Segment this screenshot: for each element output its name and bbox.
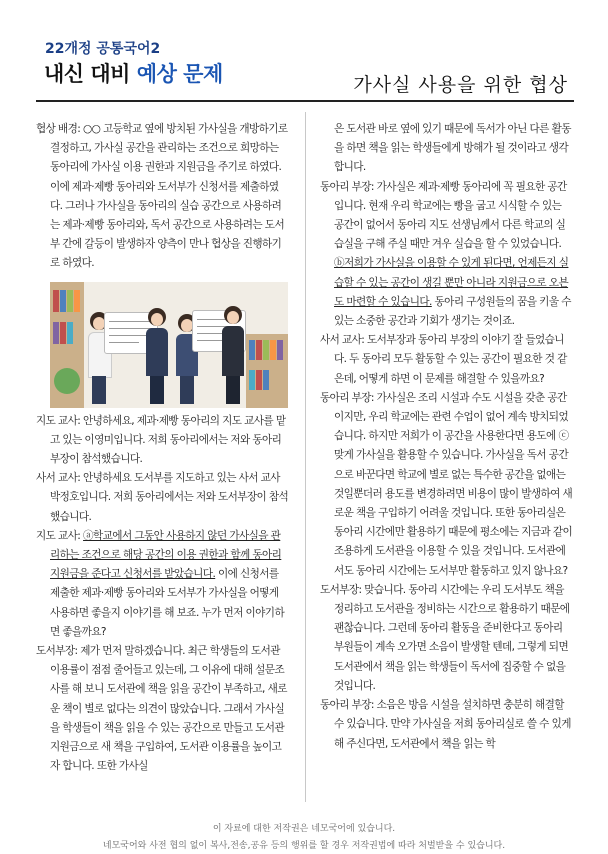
dialogue-librarian-1: 사서 교사: 안녕하세요 도서부를 지도하고 있는 사서 교사 박정호입니다. 저희 동아리에서는 저와 도서부장이 참석했습니다. bbox=[36, 472, 289, 523]
left-column bbox=[36, 120, 289, 776]
advisor-2-lead: 지도 교사: bbox=[36, 529, 84, 542]
underlined-b: ⓑ저희가 가사실을 이용할 수 있게 된다면, 언제든지 실습할 수 있는 공간이 생길 뿐만 아니라 지원금으로 오븐도 마련할 수 있습니다. bbox=[334, 257, 569, 308]
topic-title: 가사실 사용을 위한 협상 bbox=[353, 74, 568, 96]
column-divider bbox=[305, 112, 306, 802]
dialogue-librarian-2: 사서 교사: 도서부장과 동아리 부장의 이야기 잘 들었습니다. 두 동아리 모두 활동할 수 있는 공간이 필요한 것 같은데, 어떻게 하면 이 문제를 해결할 수 있을까요? bbox=[320, 334, 567, 385]
copyright-notice: 이 자료에 대한 저작권은 네모국어에 있습니다. bbox=[212, 824, 396, 834]
title-plain: 내신 대비 bbox=[44, 62, 137, 86]
dialogue-advisor-2 bbox=[36, 527, 289, 642]
dialogue-advisor-1: 지도 교사: 안녕하세요, 제과·제빵 동아리의 지도 교사를 맡고 있는 이영미입니다. 저희 동아리에서는 저와 동아리 부장이 참석했습니다. bbox=[36, 414, 286, 466]
title-highlight: 예상 문제 bbox=[136, 62, 223, 86]
illustration-four-students bbox=[50, 282, 288, 408]
copyright-warning: 네모국어와 사전 협의 없이 복사,전송,공유 등의 행위를 할 경우 저작권법에 따라 처벌받을 수 있습니다. bbox=[102, 841, 506, 851]
dialogue-library-head-1: 도서부장: 제가 먼저 말하겠습니다. 최근 학생들의 도서관 이용률이 점점 줄어들고 있는데, 그 이유에 대해 설문조사를 해 보니 도서관에 책을 읽을 공간이 부족하고, 새로운 책이 별로 없다는 의견이 많았습니다. 그래서 가사실을 학생들이 책을 읽을 수 있는 공간으로 만들고 도서관 지원금으로 새 책을 구입하여, 도서관 이용률을 높이고자 합니다. 또한 가사실 bbox=[36, 645, 287, 773]
right-column bbox=[320, 120, 573, 754]
club-head-1-rest: 동아리 구성원들의 꿈을 키울 수 있는 소중한 공간과 기회가 생기는 것이죠. bbox=[334, 295, 571, 328]
series-label: 22개정 공통국어2 bbox=[45, 41, 161, 57]
continuation-paragraph: 은 도서관 바로 옆에 있기 때문에 독서가 아닌 다른 활동을 하면 책을 읽는 학생들에게 방해가 될 것이라고 생각합니다. bbox=[334, 123, 571, 174]
dialogue-library-head-2: 도서부장: 맞습니다. 동아리 시간에는 우리 도서부도 책을 정리하고 도서관을 정비하는 시간으로 활용하기 때문에 괜찮습니다. 그런데 동아리 활동을 준비한다고 동아리 부원들이 계속 오가면 소음이 발생할 텐데, 그렇게 되면 도서관에서 책을 읽는 학생들이 독서에 집중할 수 없을 것입니다. bbox=[320, 583, 570, 692]
page-title bbox=[44, 58, 223, 88]
underlined-a: ⓐ학교에서 그동안 사용하지 않던 가사실을 관리하는 조건으로 해당 공간의 이용 권한과 함께 동아리 지원금을 준다고 신청서를 받았습니다. bbox=[50, 529, 282, 581]
club-head-1-lead: 동아리 부장: 가사실은 제과·제빵 동아리에 꼭 필요한 공간입니다. 현재 우리 학교에는 빵을 굽고 시식할 수 있는 공간이 없어서 동아리 지도 선생님께서 다른 학교의 실습실을 구해 주실 때만 겨우 실습을 할 수 있었습니다. bbox=[320, 180, 567, 251]
plant-icon bbox=[54, 368, 80, 394]
background-paragraph: 협상 배경: ○○ 고등학교 옆에 방치된 가사실을 개방하기로 결정하고, 가사실 공간을 관리하는 조건으로 희망하는 동아리에 가사실 이용 권한과 지원금을 주기로 하였다. 이에 제과·제빵 동아리와 도서부가 신청서를 제출하였다. 그러나 가사실을 동아리의 실습 공간으로 사용하려는 제과·제빵 동아리와, 독서 공간으로 사용하려는 도서부 간에 갈등이 발생하자 양측이 만나 협상을 진행하기로 하였다. bbox=[36, 123, 288, 270]
advisor-2-rest: 이에 신청서를 제출한 제과·제빵 동아리와 도서부가 가사실을 어떻게 사용하면 좋을지 이야기를 해 보죠. 누가 먼저 이야기하면 좋을까요? bbox=[50, 568, 285, 638]
dialogue-club-head-1 bbox=[320, 178, 573, 332]
header-rule bbox=[36, 100, 574, 102]
dialogue-club-head-3: 동아리 부장: 소음은 방음 시설을 설치하면 충분히 해결할 수 있습니다. 만약 가사실을 저희 동아리실로 쓸 수 있게 해 주신다면, 도서관에서 책을 읽는 학 bbox=[320, 699, 571, 750]
dialogue-club-head-2: 동아리 부장: 가사실은 조리 시설과 수도 시설을 갖춘 공간이지만, 우리 학교에는 관련 수업이 없어 계속 방치되었습니다. 하지만 저희가 이 공간을 사용한다면 용도에 ⓒ맞게 가사실을 활용할 수 있습니다. 가사실을 독서 공간으로 바꾼다면 학교에 별로 없는 특수한 공간을 없애는 것일뿐더러 용도를 변경하려면 비용이 많이 발생하여 새로운 책을 구입하기 어려울 것입니다. 또한 동아리실은 동아리 시간에만 활용하기 때문에 평소에는 지금과 같이 조용하게 도서관을 이용할 수 있을 것입니다. 도서관에서도 동아리 시간에는 도서부만 활동하고 있지 않나요? bbox=[320, 391, 573, 577]
